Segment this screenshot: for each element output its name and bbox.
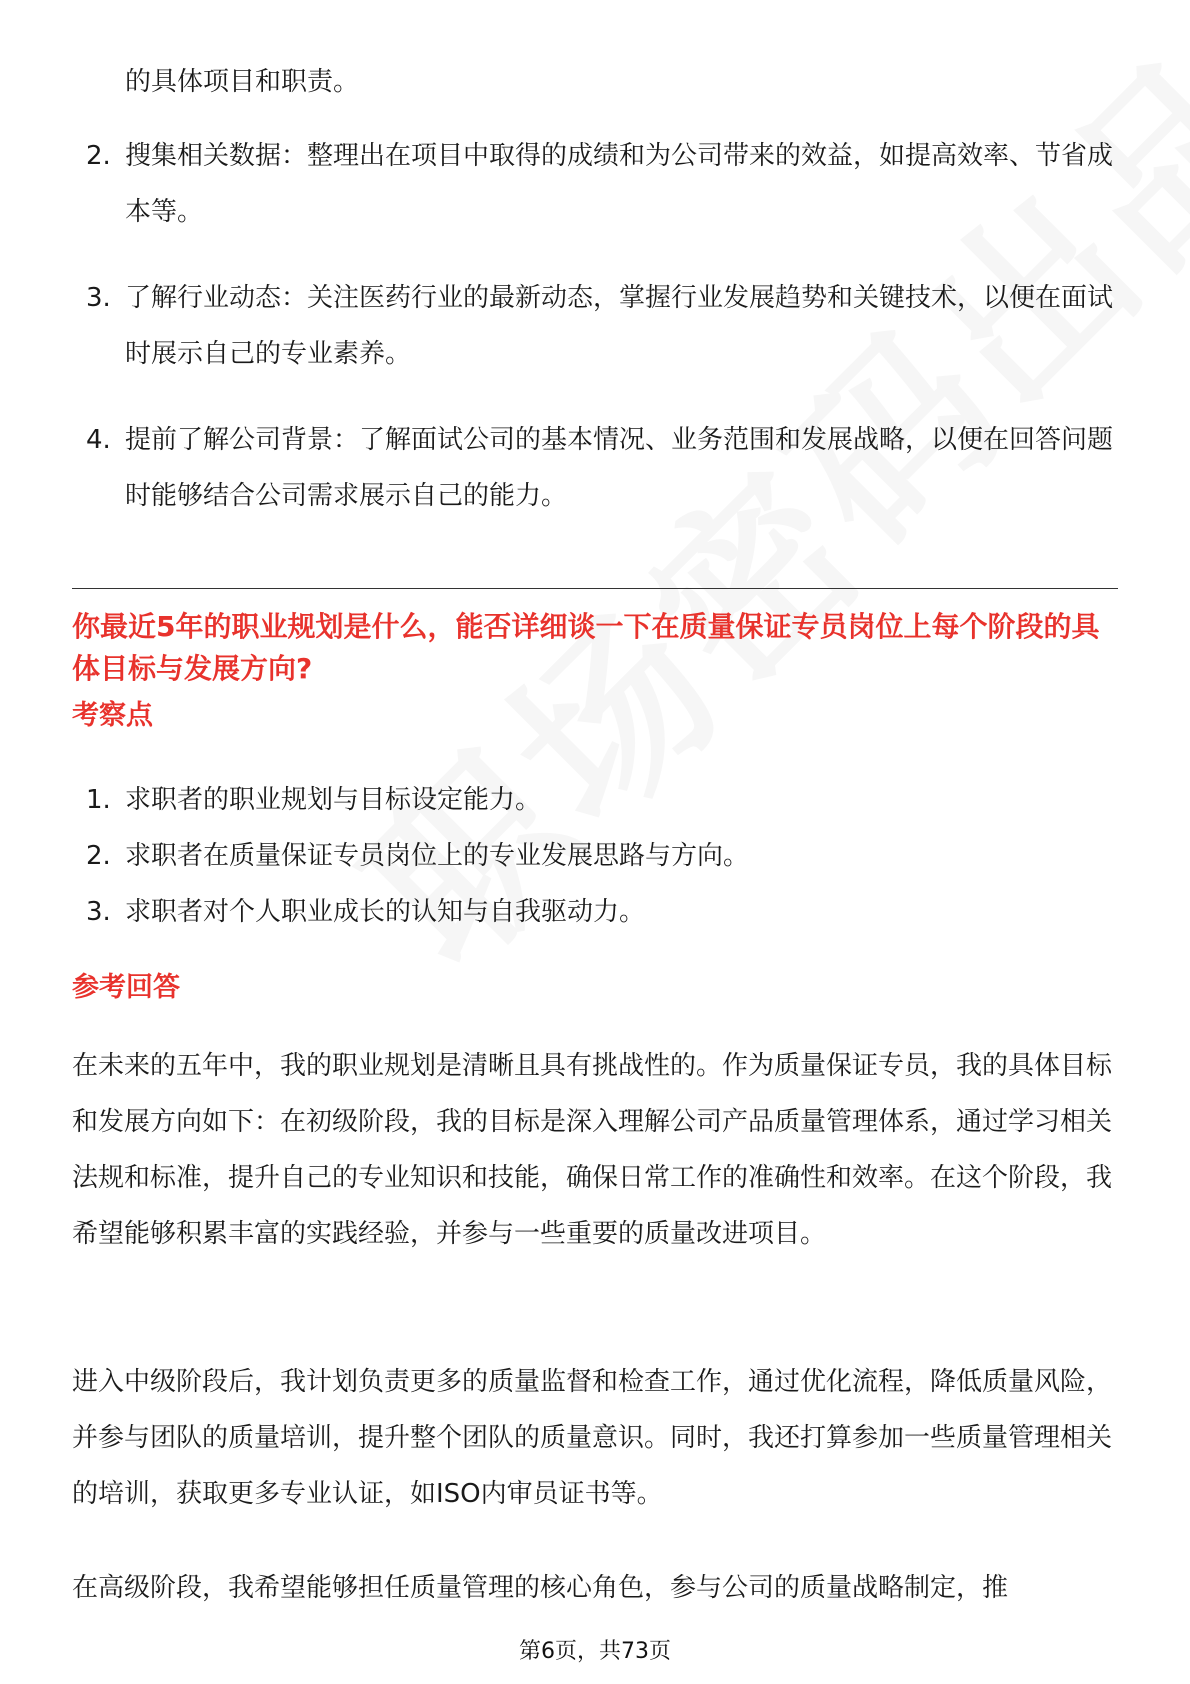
list-item-number: 3.	[86, 897, 111, 927]
list-item	[72, 412, 1118, 524]
answer-paragraph: 进入中级阶段后，我计划负责更多的质量监督和检查工作，通过优化流程，降低质量风险，并参与团队的质量培训，提升整个团队的质量意识。同时，我还打算参加一些质量管理相关的培训，获取更多专业认证，如ISO内审员证书等。	[72, 1367, 1113, 1509]
list-item-text: 求职者的职业规划与目标设定能力。	[125, 785, 542, 815]
list-item	[72, 828, 1118, 884]
preparation-list	[72, 128, 1118, 554]
list-item-text: 求职者在质量保证专员岗位上的专业发展思路与方向。	[125, 841, 750, 871]
list-item-text: 提前了解公司背景：了解面试公司的基本情况、业务范围和发展战略，以便在回答问题时能够结合公司需求展示自己的能力。	[125, 425, 1114, 511]
list-item-number: 4.	[86, 425, 111, 455]
list-item-number: 3.	[86, 283, 111, 313]
list-item	[72, 270, 1118, 382]
list-item-number: 2.	[86, 141, 111, 171]
answer-paragraph: 在未来的五年中，我的职业规划是清晰且具有挑战性的。作为质量保证专员，我的具体目标和发展方向如下：在初级阶段，我的目标是深入理解公司产品质量管理体系，通过学习相关法规和标准，提升自己的专业知识和技能，确保日常工作的准确性和效率。在这个阶段，我希望能够积累丰富的实践经验，并参与一些重要的质量改进项目。	[72, 1051, 1113, 1249]
section-heading-points: 考察点	[72, 700, 153, 731]
section-heading-answer: 参考回答	[72, 972, 180, 1003]
list-item-number: 1.	[86, 785, 111, 815]
continuation-text: 的具体项目和职责。	[125, 67, 360, 97]
assessment-points-list	[72, 772, 1118, 940]
list-item-number: 2.	[86, 841, 111, 871]
page-number-footer: 第6页，共73页	[519, 1639, 671, 1664]
answer-paragraph: 在高级阶段，我希望能够担任质量管理的核心角色，参与公司的质量战略制定，推	[72, 1573, 1009, 1603]
list-item-text: 搜集相关数据：整理出在项目中取得的成绩和为公司带来的效益，如提高效率、节省成本等。	[125, 141, 1114, 227]
list-item	[72, 128, 1118, 240]
list-item-text: 求职者对个人职业成长的认知与自我驱动力。	[125, 897, 646, 927]
question-heading: 你最近5年的职业规划是什么，能否详细谈一下在质量保证专员岗位上每个阶段的具体目标与发展方向?	[72, 610, 1100, 685]
section-divider	[72, 588, 1118, 589]
list-item-text: 了解行业动态：关注医药行业的最新动态，掌握行业发展趋势和关键技术，以便在面试时展示自己的专业素养。	[125, 283, 1114, 369]
list-item	[72, 884, 1118, 940]
list-item	[72, 772, 1118, 828]
